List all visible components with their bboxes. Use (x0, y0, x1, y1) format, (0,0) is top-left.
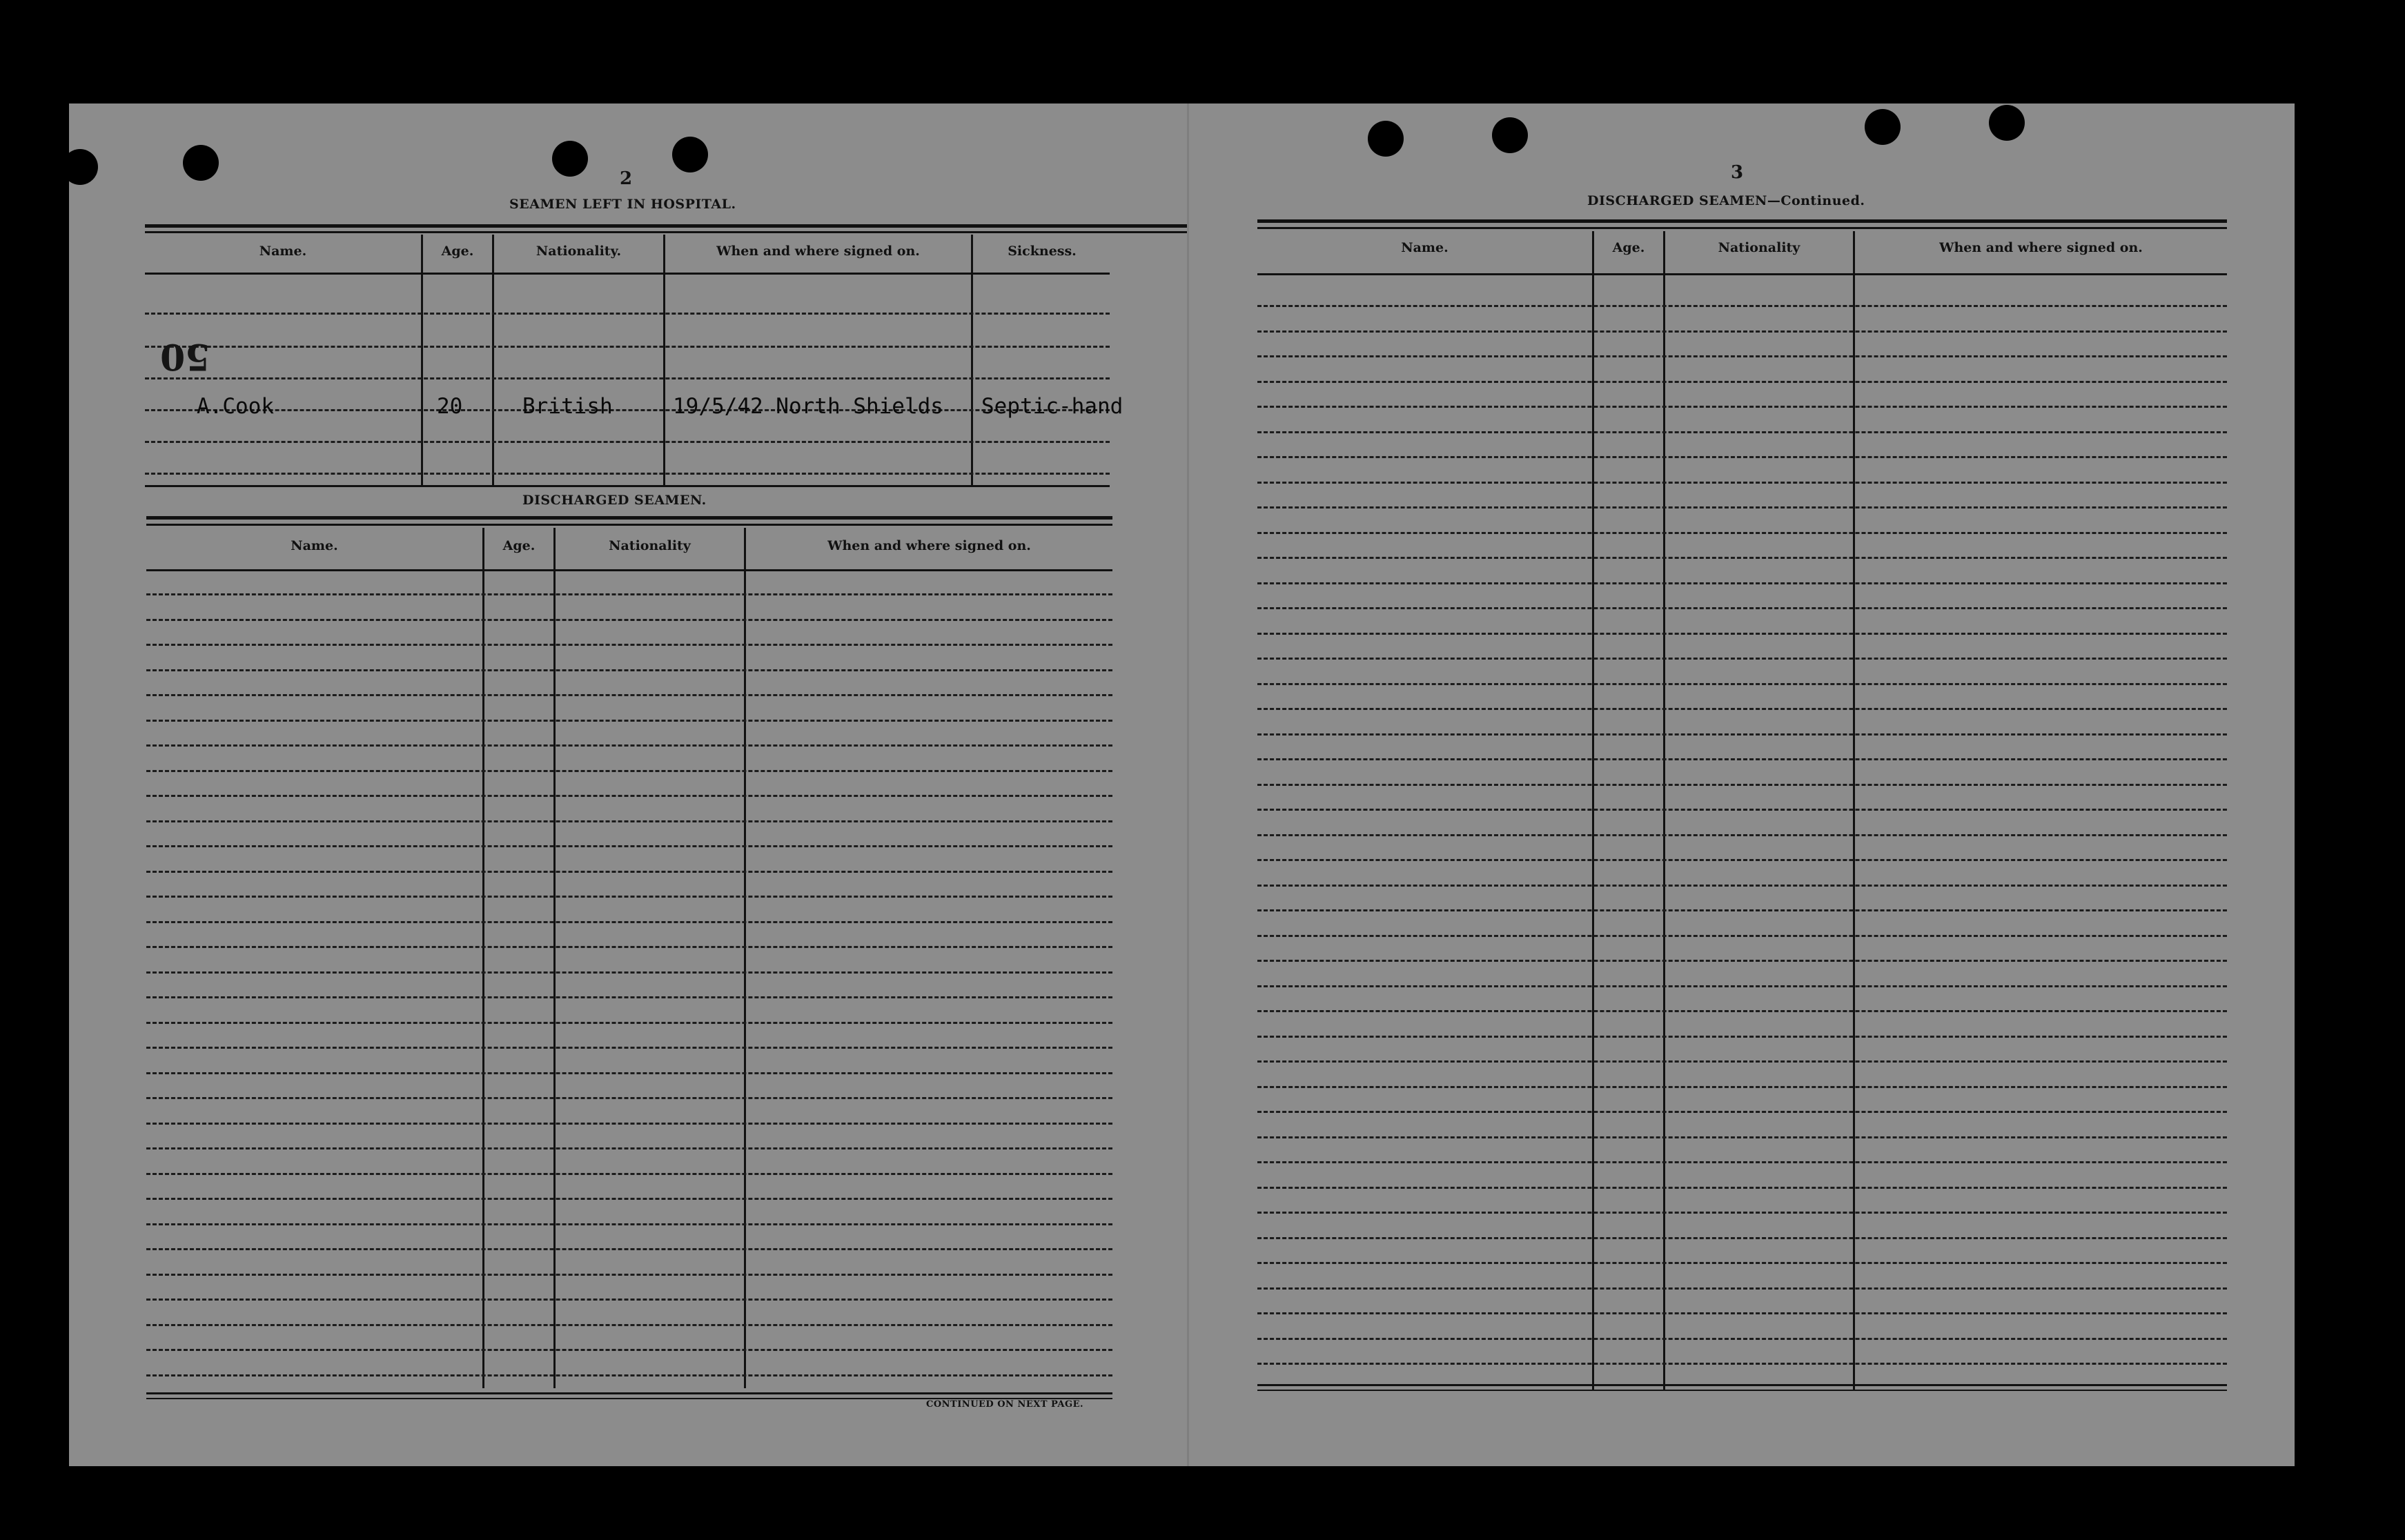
ruled-line (146, 619, 1112, 621)
col-header-name: Name. (259, 244, 307, 259)
ruled-line (146, 1274, 1112, 1276)
ruled-line (146, 1123, 1112, 1125)
ruled-line (1257, 381, 2227, 383)
punch-hole (1865, 109, 1901, 145)
discharged-continued-title: DISCHARGED SEAMEN—Continued. (1587, 193, 1865, 208)
col-header-age: Age. (1612, 240, 1645, 255)
punch-hole (1492, 117, 1528, 153)
ruled-line (1257, 431, 2227, 433)
ruled-line (1257, 1111, 2227, 1113)
ruled-line (1257, 582, 2227, 584)
page-number: 2 (620, 168, 633, 189)
ruled-line (1257, 557, 2227, 559)
ruled-line (146, 1349, 1112, 1351)
center-fold (1187, 103, 1189, 1466)
ruled-line (1257, 1187, 2227, 1189)
ruled-line (146, 1047, 1112, 1049)
ruled-line (146, 669, 1112, 671)
ruled-line (146, 1147, 1112, 1149)
ruled-line (1257, 708, 2227, 710)
ruled-line (1257, 658, 2227, 660)
ruled-line (1257, 1036, 2227, 1038)
punch-hole (1368, 121, 1404, 157)
ruled-line (146, 644, 1112, 646)
ruled-line (1257, 633, 2227, 635)
ruled-line (146, 593, 1112, 595)
ruled-line (146, 996, 1112, 998)
ruled-line (1257, 935, 2227, 937)
ruled-line (146, 896, 1112, 898)
ruled-line (1257, 406, 2227, 408)
ruled-line (1257, 1237, 2227, 1239)
ruled-line (1257, 1312, 2227, 1314)
ruled-line (146, 1299, 1112, 1301)
ruled-line (146, 1173, 1112, 1175)
col-header-signed-on: When and where signed on. (827, 538, 1031, 553)
ruled-line (146, 845, 1112, 847)
ruled-line (1257, 733, 2227, 736)
stamp-number: 50 (160, 335, 210, 377)
col-header-name: Name. (291, 538, 338, 553)
ruled-line (146, 1022, 1112, 1024)
col-header-nationality: Nationality (1718, 240, 1800, 255)
ruled-line (1257, 1212, 2227, 1214)
ruled-line (1257, 506, 2227, 509)
hospital-row-name: A.Cook (197, 394, 274, 419)
ruled-line (146, 1324, 1112, 1326)
ruled-line (1257, 1060, 2227, 1063)
ruled-line (146, 971, 1112, 974)
continued-note: CONTINUED ON NEXT PAGE. (926, 1399, 1083, 1410)
ruled-line (1257, 758, 2227, 760)
ruled-line (1257, 834, 2227, 836)
ruled-line (146, 1097, 1112, 1099)
discharged-table-right (1257, 219, 2227, 1392)
ruled-line (1257, 985, 2227, 987)
ruled-line (1257, 1010, 2227, 1012)
ruled-line (1257, 482, 2227, 484)
ruled-line (1257, 1136, 2227, 1138)
ruled-line (146, 720, 1112, 722)
ruled-line (146, 770, 1112, 772)
ruled-line (146, 946, 1112, 948)
ruled-line (146, 1374, 1112, 1376)
ruled-line (1257, 607, 2227, 609)
ruled-line (146, 921, 1112, 923)
punch-hole (1989, 105, 2025, 141)
ruled-line (146, 820, 1112, 822)
col-header-age: Age. (441, 244, 474, 259)
ruled-line (1257, 1287, 2227, 1290)
ruled-line (1257, 1338, 2227, 1340)
col-header-name: Name. (1401, 240, 1449, 255)
page-number: 3 (1731, 162, 1744, 183)
hospital-title: SEAMEN LEFT IN HOSPITAL. (509, 197, 736, 212)
ruled-line (1257, 1086, 2227, 1088)
ruled-line (1257, 1262, 2227, 1264)
ruled-line (146, 871, 1112, 873)
ruled-line (146, 1223, 1112, 1225)
ruled-line (146, 1198, 1112, 1200)
discharged-table-left (146, 516, 1112, 1406)
ruled-line (1257, 1363, 2227, 1365)
hospital-row-nationality: British (522, 394, 613, 419)
col-header-signed-on: When and where signed on. (716, 244, 920, 259)
hospital-row-signed-on: 19/5/42 North Shields (673, 394, 943, 419)
ruled-line (1257, 885, 2227, 887)
ruled-line (1257, 330, 2227, 333)
ruled-line (1257, 683, 2227, 685)
ruled-line (146, 694, 1112, 696)
ruled-line (1257, 355, 2227, 357)
col-header-nationality: Nationality (609, 538, 691, 553)
ruled-line (146, 1072, 1112, 1074)
ruled-line (1257, 1161, 2227, 1163)
ruled-line (1257, 909, 2227, 911)
col-header-age: Age. (502, 538, 536, 553)
ruled-line (146, 795, 1112, 797)
hospital-row-sickness: Septic-hand (981, 394, 1123, 419)
ruled-line (1257, 784, 2227, 786)
col-header-nationality: Nationality. (536, 244, 622, 259)
ruled-line (1257, 305, 2227, 307)
ruled-line (146, 1248, 1112, 1250)
hospital-row-age: 20 (437, 394, 463, 419)
ruled-line (1257, 532, 2227, 534)
col-header-sickness: Sickness. (1008, 244, 1077, 259)
col-header-signed-on: When and where signed on. (1939, 240, 2143, 255)
ruled-line (1257, 859, 2227, 861)
ruled-line (1257, 809, 2227, 811)
ruled-line (1257, 456, 2227, 458)
discharged-title: DISCHARGED SEAMEN. (522, 493, 707, 508)
ruled-line (146, 744, 1112, 747)
ruled-line (1257, 960, 2227, 962)
